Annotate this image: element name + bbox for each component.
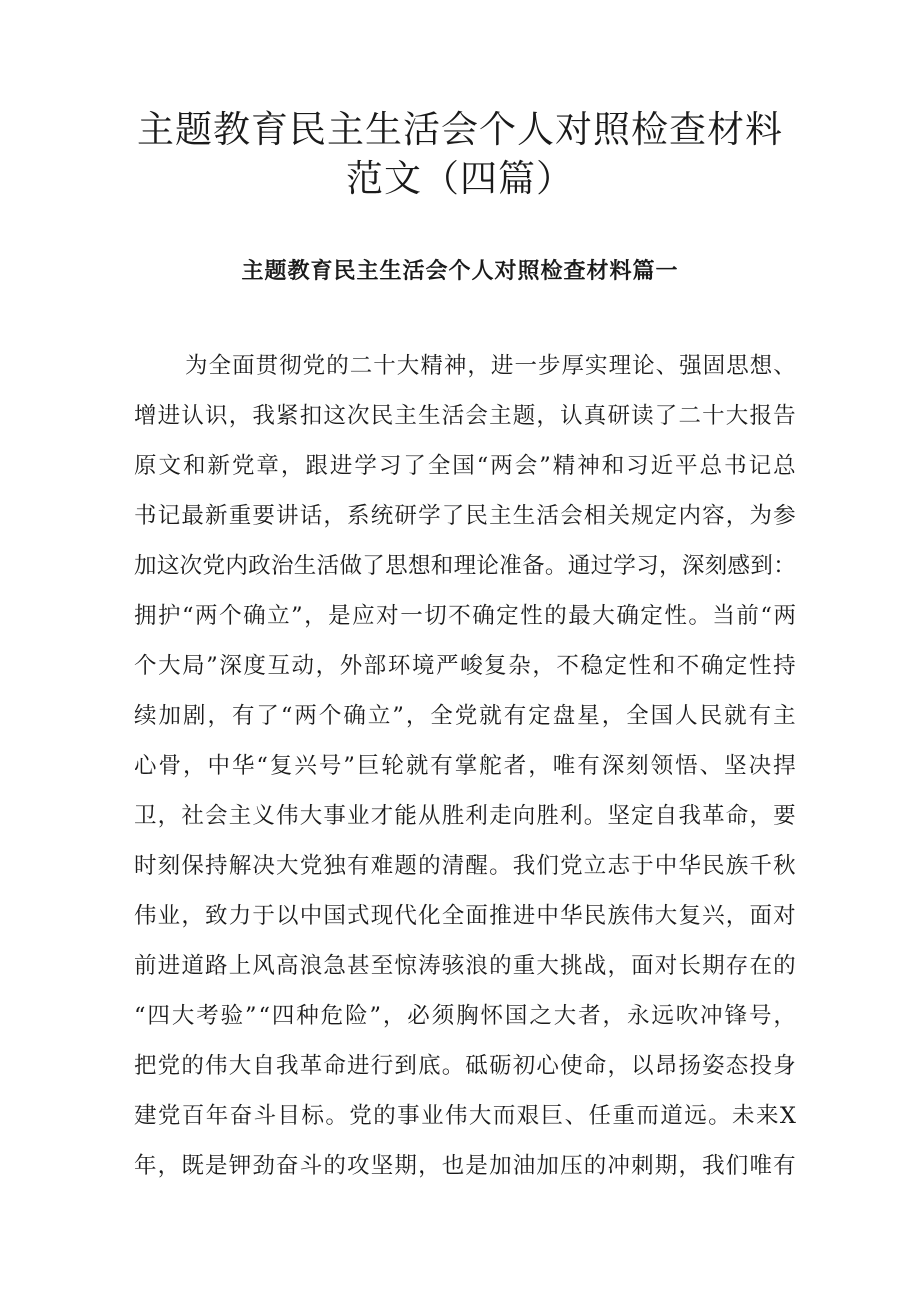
body-line-text: 卫 ， 社 会 主 义 伟 大 事 业 才 能 从 胜 利 走 向 胜 利 。 坚 定 自 我 革 命 ， 要 bbox=[134, 803, 796, 829]
body-line-3 bbox=[134, 446, 796, 486]
body-line-6 bbox=[134, 596, 796, 636]
body-line-text: 续 加 剧 ， 有 了 “ 两 个 确 立 ” ， 全 党 就 有 定 盘 星 ， 全 国 人 民 就 有 主 bbox=[134, 703, 796, 729]
body-line-text: 个 大 局 ” 深 度 互 动 ， 外 部 环 境 严 峻 复 杂 ， 不 稳 定 性 和 不 确 定 性 持 bbox=[134, 653, 796, 679]
body-line-14 bbox=[134, 996, 796, 1036]
body-line-15 bbox=[134, 1046, 796, 1086]
body-line-4 bbox=[134, 496, 796, 536]
body-line-text: 原 文 和 新 党 章 ， 跟 进 学 习 了 全 国 “ 两 会 ” 精 神 和 习 近 平 总 书 记 总 bbox=[134, 453, 796, 479]
body-line-text: 把 党 的 伟 大 自 我 革 命 进 行 到 底 。 砥 砺 初 心 使 命 ， 以 昂 扬 姿 态 投 身 bbox=[134, 1053, 796, 1079]
section-heading: 主题教育民主生活会个人对照检查材料篇一 bbox=[241, 259, 679, 284]
body-line-2 bbox=[134, 396, 796, 436]
body-line-text: 拥 护 “ 两 个 确 立 ” ， 是 应 对 一 切 不 确 定 性 的 最 大 确 定 性 。 当 前 “ 两 bbox=[134, 603, 796, 629]
body-line-text: 加 这 次 党 内 政 治 生 活 做 了 思 想 和 理 论 准 备 。 通 过 学 习 ， 深 刻 感 到 ： bbox=[134, 553, 796, 579]
body-line-8 bbox=[134, 696, 796, 736]
body-line-16 bbox=[134, 1096, 796, 1136]
body-line-7 bbox=[134, 646, 796, 686]
body-line-text: 增 进 认 识 ， 我 紧 扣 这 次 民 主 生 活 会 主 题 ， 认 真 研 读 了 二 十 大 报 告 bbox=[134, 403, 796, 429]
body-line-text: 书 记 最 新 重 要 讲 话 ， 系 统 研 学 了 民 主 生 活 会 相 关 规 定 内 容 ， 为 参 bbox=[134, 503, 796, 529]
body-line-text: 心 骨 ， 中 华 “ 复 兴 号 ” 巨 轮 就 有 掌 舵 者 ， 唯 有 深 刻 领 悟 、 坚 决 捍 bbox=[134, 753, 796, 779]
body-line-text: 伟 业 ， 致 力 于 以 中 国 式 现 代 化 全 面 推 进 中 华 民 族 伟 大 复 兴 ， 面 对 bbox=[134, 903, 796, 929]
body-line-text: 建 党 百 年 奋 斗 目 标 。 党 的 事 业 伟 大 而 艰 巨 、 任 重 而 道 远 。 未 来 X bbox=[134, 1103, 796, 1129]
body-line-1 bbox=[185, 346, 796, 386]
body-line-text: 前 进 道 路 上 风 高 浪 急 甚 至 惊 涛 骇 浪 的 重 大 挑 战 ， 面 对 长 期 存 在 的 bbox=[134, 953, 796, 979]
body-line-text: 年 ， 既 是 钾 劲 奋 斗 的 攻 坚 期 ， 也 是 加 油 加 压 的 冲 刺 期 ， 我 们 唯 有 bbox=[134, 1153, 796, 1179]
body-line-10 bbox=[134, 796, 796, 836]
document-title-line-2: 范文（四篇） bbox=[346, 157, 574, 200]
body-line-text: 时 刻 保 持 解 决 大 党 独 有 难 题 的 清 醒 。 我 们 党 立 志 于 中 华 民 族 千 秋 bbox=[134, 853, 796, 879]
body-line-text: 为 全 面 贯 彻 党 的 二 十 大 精 神 ， 进 一 步 厚 实 理 论 、 强 固 思 想 、 bbox=[185, 353, 796, 379]
body-line-5 bbox=[134, 546, 796, 586]
document-title-line-1: 主题教育民主生活会个人对照检查材料 bbox=[137, 108, 783, 151]
body-line-12 bbox=[134, 896, 796, 936]
body-line-11 bbox=[134, 846, 796, 886]
body-line-17 bbox=[134, 1146, 796, 1186]
body-line-13 bbox=[134, 946, 796, 986]
body-line-text: “ 四 大 考 验 ” “ 四 种 危 险 ” ， 必 须 胸 怀 国 之 大 者 ， 永 远 吹 冲 锋 号 ， bbox=[134, 1003, 796, 1029]
body-line-9 bbox=[134, 746, 796, 786]
